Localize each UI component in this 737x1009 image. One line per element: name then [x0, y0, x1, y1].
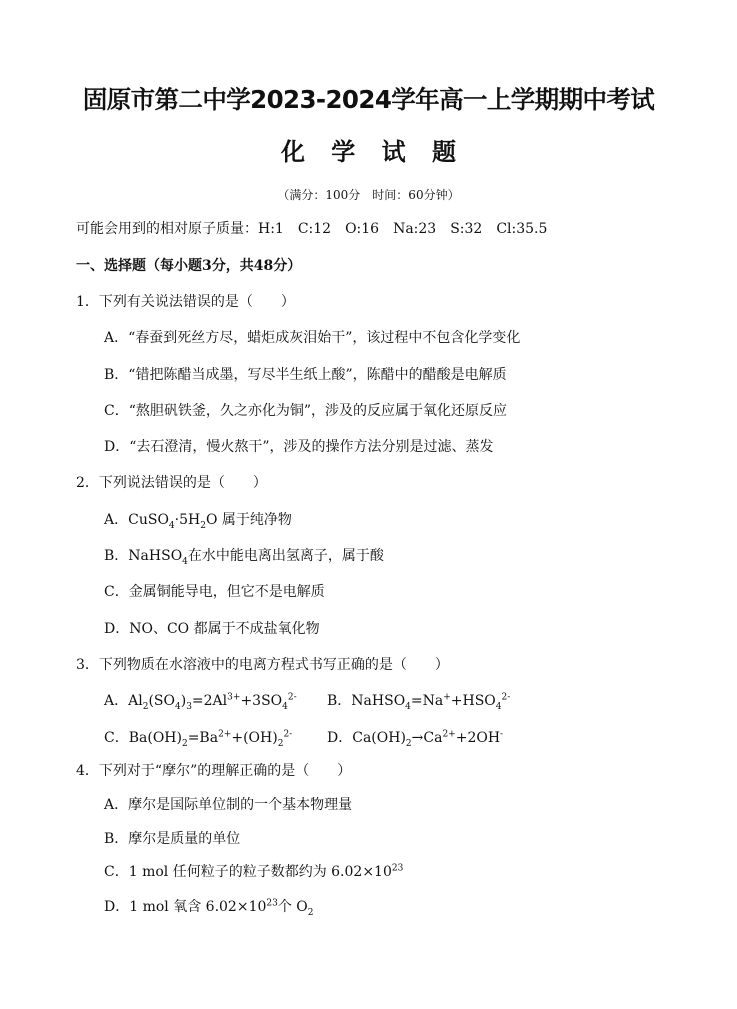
atomic-mass-line: 可能会用到的相对原子质量：H:1 C:12 O:16 Na:23 S:32 Cl:35.5: [76, 221, 548, 237]
question-2-stem: 2．下列说法错误的是（ ）: [76, 475, 267, 491]
question-1-option-b: B．“错把陈醋当成墨，写尽半生纸上酸”，陈醋中的醋酸是电解质: [104, 367, 507, 383]
question-2-option-b: B．NaHSO$_4$在水中能电离出氢离子，属于酸: [104, 548, 384, 567]
exam-info: （满分：100分 时间：60分钟）: [277, 188, 460, 202]
exam-title: 固原市第二中学2023-2024学年高一上学期期中考试: [82, 85, 655, 114]
question-2-option-d: D．NO、CO 都属于不成盐氧化物: [104, 621, 320, 637]
question-1-option-c: C．“熬胆矾铁釜，久之亦化为铜”，涉及的反应属于氧化还原反应: [104, 403, 508, 419]
question-1-stem: 1．下列有关说法错误的是（ ）: [76, 294, 295, 310]
question-1-option-a: A．“春蚕到死丝方尽，蜡炬成灰泪始干”，该过程中不包含化学变化: [104, 330, 521, 346]
section-heading: 一、选择题（每小题3分，共48分）: [76, 258, 302, 274]
question-4-option-c: C．1 mol 任何粒子的粒子数都约为 $6.02\times 10^{23}$: [104, 863, 404, 880]
question-2-option-c: C．金属铜能导电，但它不是电解质: [104, 584, 325, 600]
exam-subtitle: 化 学 试 题: [280, 138, 457, 166]
question-3-option-b: B．$NaHSO_4=Na^++HSO_4^{2-}$: [327, 692, 511, 712]
question-3-option-a: A．$Al_2(SO_4)_3=2Al^{3+}+3SO_4^{2-}$: [104, 692, 297, 712]
question-4-option-d: D．1 mol 氧含 $6.02\times 10^{23}$个 $O_2$: [104, 898, 314, 918]
question-2-option-a: A．$CuSO_4\cdot 5H_2O$ 属于纯净物: [104, 512, 292, 531]
question-1-option-d: D．“去石澄清，慢火熬干”，涉及的操作方法分别是过滤、蒸发: [104, 439, 494, 455]
question-3-option-c: C．$Ba(OH)_2=Ba^{2+}+(OH)_2^{2-}$: [104, 729, 293, 749]
question-3-stem: 3．下列物质在水溶液中的电离方程式书写正确的是（ ）: [76, 657, 449, 673]
question-3-option-d: D．$Ca(OH)_2\to Ca^{2+}+2OH^-$: [327, 729, 504, 749]
question-4-stem: 4．下列对于“摩尔”的理解正确的是（ ）: [76, 763, 352, 779]
question-4-option-a: A．摩尔是国际单位制的一个基本物理量: [104, 797, 353, 813]
question-4-option-b: B．摩尔是质量的单位: [104, 831, 241, 847]
